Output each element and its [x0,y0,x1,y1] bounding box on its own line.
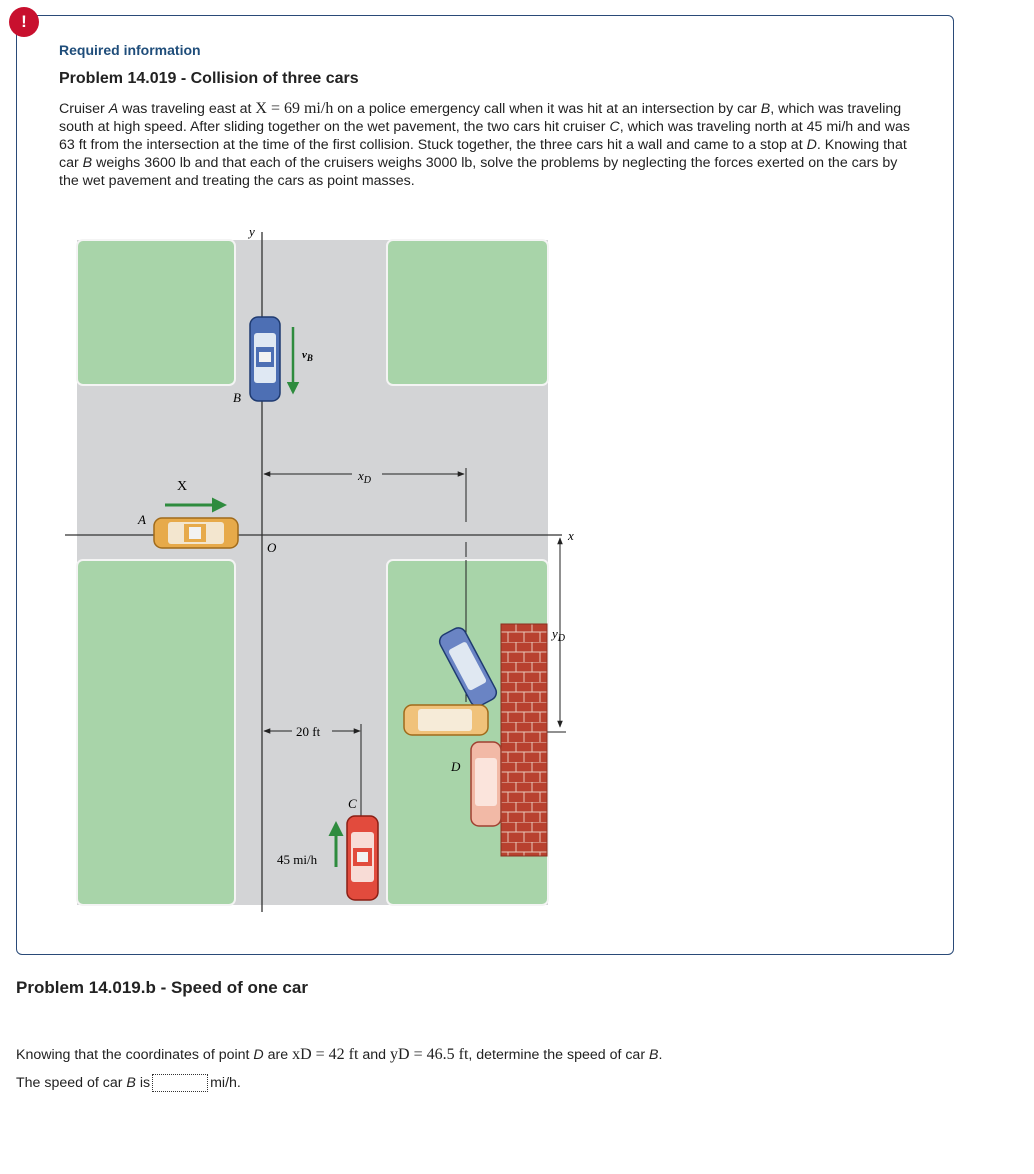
answer-row: The speed of car B is mi/h. [16,1075,241,1091]
required-info-label: Required information [59,42,201,58]
part-title: Problem 14.019.b - Speed of one car [16,978,308,997]
label-vB: $v_B$ [302,349,313,363]
wreck-car-orange [404,705,488,735]
label-origin: O [267,540,277,555]
label-xD: $x_D$ [358,468,372,486]
speed-expression: X = 69 mi/h [255,100,334,117]
problem-title: Problem 14.019 - Collision of three cars [59,70,359,87]
label-car-b: B [233,390,241,405]
grass-block-sw [77,560,235,905]
wreck-car-red [471,742,501,826]
intersection-diagram [60,222,580,922]
label-20ft: 20 ft [296,724,321,739]
problem-statement: Cruiser A was traveling east at X = 69 mi/h on a police emergency call when it was hit at an intersection by car B, which was traveling south at high speed. After sliding together on the wet pavement, the two cars hit cruiser C, which was traveling north at 45 mi/h and was 63 ft from the intersection at the time of the first collision. Stuck together, the three cars hit a wall and came to a stop at D. Knowing that car B weighs 3600 lb and that each of the cruisers weighs 3000 lb, solve the problems by neglecting the forces exerted on the cars by the wet pavement and treating the cars as point masses. [59,100,910,189]
label-speed-X: X [177,479,188,494]
alert-icon: ! [9,7,39,37]
speed-answer-input[interactable] [152,1074,208,1092]
xD-expression: xD = 42 ft [292,1046,359,1063]
label-y-axis: y [249,224,255,239]
car-c [347,816,378,900]
label-x-axis: x [568,528,574,543]
label-car-c: C [348,796,357,811]
question-text: Knowing that the coordinates of point D are xD = 42 ft and yD = 46.5 ft, determine the speed of car B. [16,1046,663,1063]
label-point-d: D [451,759,461,774]
label-car-a: A [138,512,146,527]
grass-block-ne [387,240,548,385]
label-45mph: 45 mi/h [277,852,318,867]
grass-block-nw [77,240,235,385]
car-b [250,317,280,401]
label-yD: $y_D$ [552,626,566,644]
car-a [154,518,238,548]
yD-expression: yD = 46.5 ft [390,1046,469,1063]
brick-wall [501,624,547,856]
